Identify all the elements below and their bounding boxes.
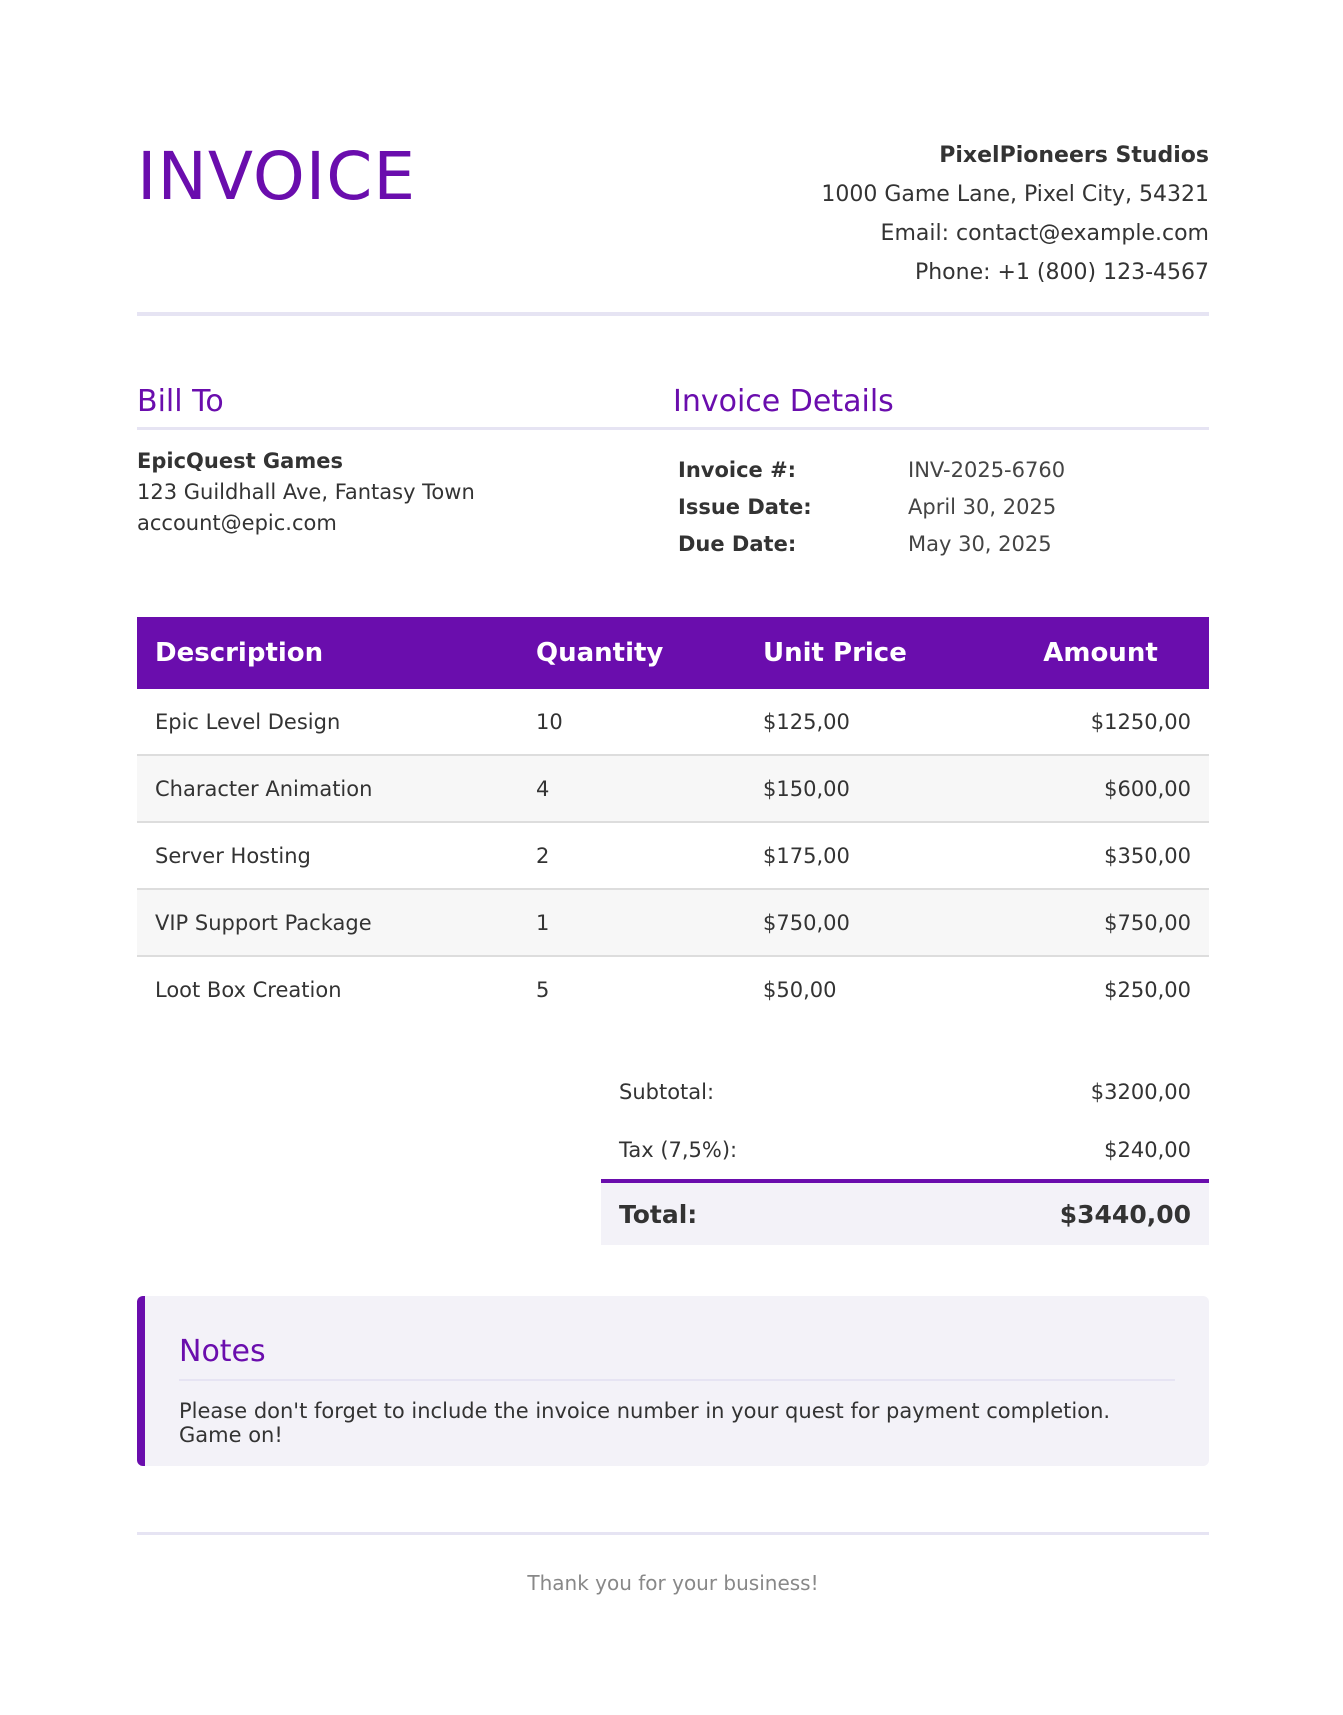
table-row <box>137 889 1209 956</box>
subtotal-label: Subtotal: <box>619 1080 715 1104</box>
details-value: April 30, 2025 <box>908 495 1057 519</box>
bill-to-heading: Bill To <box>137 384 673 430</box>
column-header-unit-price: Unit Price <box>745 617 992 689</box>
item-quantity: 5 <box>536 977 550 1002</box>
items-header-row <box>137 617 1209 689</box>
column-header-quantity: Quantity <box>518 617 745 689</box>
invoice-details-section <box>673 384 1209 563</box>
company-phone: Phone: +1 (800) 123-4567 <box>914 260 1209 285</box>
invoice-details-heading: Invoice Details <box>673 384 1209 430</box>
company-address: 1000 Game Lane, Pixel City, 54321 <box>821 182 1209 207</box>
tax-value: $240,00 <box>1104 1138 1191 1162</box>
totals-section <box>601 1063 1209 1245</box>
details-row-invoice-number <box>673 452 1209 489</box>
column-header-description: Description <box>137 617 518 689</box>
item-quantity: 1 <box>518 889 745 956</box>
item-quantity: 4 <box>518 755 745 822</box>
tax-label: Tax (7,5%): <box>619 1138 738 1162</box>
details-label: Issue Date: <box>678 495 812 519</box>
footer <box>137 1532 1209 1595</box>
details-value: May 30, 2025 <box>908 532 1052 556</box>
details-label: Due Date: <box>678 532 797 556</box>
invoice-header <box>137 130 1209 316</box>
item-description: Character Animation <box>137 755 518 822</box>
item-unit-price: $750,00 <box>745 889 992 956</box>
client-email: account@epic.com <box>137 511 337 535</box>
item-quantity: 10 <box>518 689 745 755</box>
notes-box <box>137 1296 1209 1466</box>
item-amount: $350,00 <box>992 822 1209 889</box>
item-description: Loot Box Creation <box>155 977 342 1002</box>
item-unit-price: $50,00 <box>763 977 837 1002</box>
client-name: EpicQuest Games <box>137 449 343 473</box>
total-label: Total: <box>619 1199 698 1229</box>
details-value: INV-2025-6760 <box>908 458 1066 482</box>
total-row <box>601 1179 1209 1245</box>
item-description: Server Hosting <box>137 822 518 889</box>
notes-text: Please don't forget to include the invoice number in your quest for payment completion. Game on! <box>179 1399 1111 1447</box>
items-table <box>137 617 1209 1022</box>
bill-to-body <box>137 446 637 539</box>
item-unit-price: $150,00 <box>745 755 992 822</box>
item-amount: $1250,00 <box>992 689 1209 755</box>
subtotal-value: $3200,00 <box>1090 1080 1191 1104</box>
item-quantity: 2 <box>518 822 745 889</box>
details-row-due-date <box>673 526 1209 563</box>
item-unit-price: $175,00 <box>745 822 992 889</box>
item-amount: $250,00 <box>1104 977 1191 1002</box>
item-unit-price: $125,00 <box>745 689 992 755</box>
item-description: Epic Level Design <box>137 689 518 755</box>
table-row <box>137 689 1209 755</box>
footer-text: Thank you for your business! <box>527 1571 819 1595</box>
company-name: PixelPioneers Studios <box>939 143 1209 168</box>
total-value: $3440,00 <box>1059 1199 1191 1229</box>
company-email: Email: contact@example.com <box>880 221 1209 246</box>
table-row <box>137 822 1209 889</box>
company-info <box>821 136 1209 292</box>
item-amount: $750,00 <box>992 889 1209 956</box>
client-address: 123 Guildhall Ave, Fantasy Town <box>137 480 475 504</box>
item-description: VIP Support Package <box>137 889 518 956</box>
details-row-issue-date <box>673 489 1209 526</box>
table-row <box>137 755 1209 822</box>
subtotal-row <box>601 1063 1209 1121</box>
invoice-details-grid <box>673 452 1209 563</box>
invoice-title: INVOICE <box>137 138 417 215</box>
tax-row <box>601 1121 1209 1179</box>
item-amount: $600,00 <box>992 755 1209 822</box>
table-row <box>137 956 1209 1022</box>
details-label: Invoice #: <box>678 458 797 482</box>
notes-heading: Notes <box>179 1334 1175 1381</box>
bill-to-section <box>137 384 637 539</box>
column-header-amount: Amount <box>992 617 1209 689</box>
